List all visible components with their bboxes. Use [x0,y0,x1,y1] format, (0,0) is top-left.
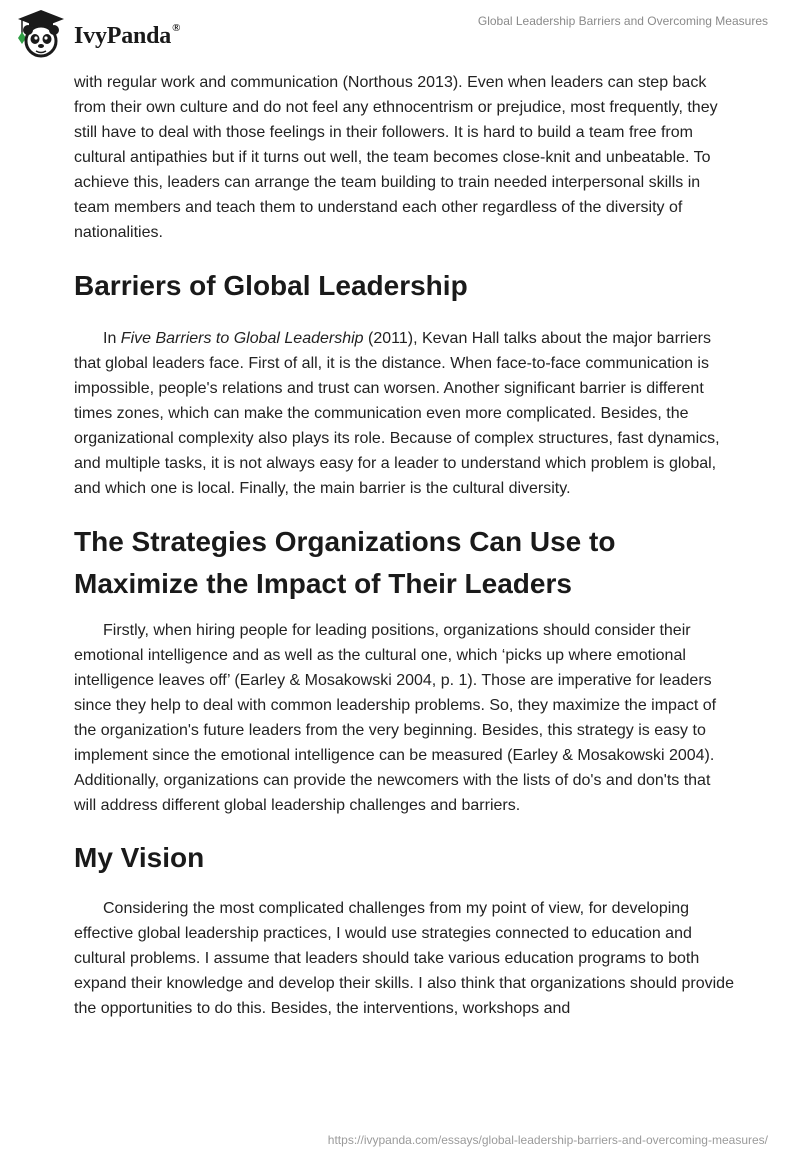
book-title: Five Barriers to Global Leadership [120,330,364,347]
ivypanda-logo[interactable] [14,8,180,62]
section-heading-vision: My Vision [74,842,205,873]
panda-graduate-icon [14,8,68,62]
page-header [0,0,800,70]
section-heading-strategies: The Strategies Organizations Can Use to Maximize the Impact of Their Leaders [74,526,616,599]
source-url[interactable]: https://ivypanda.com/essays/global-leadership-barriers-and-overcoming-measures/ [327,1133,768,1147]
document-title: Global Leadership Barriers and Overcoming Measures [477,14,768,28]
barriers-paragraph: In Five Barriers to Global Leadership (2011), Kevan Hall talks about the major barriers that global leaders face. First of all, it is the distance. When face-to-face communication is impossible, people's relations and trust can worsen. Another significant barrier is different times zones, which can make the communication even more complicated. Besides, the organizational complexity also plays its role. Because of complex structures, fast dynamics, and multiple tasks, it is not always easy for a leader to understand which problem is global, and which one is local. Finally, the main barrier is the cultural diversity. [74,330,720,497]
strategies-paragraph: Firstly, when hiring people for leading positions, organizations should consider their emotional intelligence and as well as the cultural one, which ‘picks up where emotional intelligence leaves off’ (Earley & Mosakowski 2004, p. 1). Those are imperative for leaders since they help to deal with common leadership problems. So, they maximize the impact of the organization's future leaders from the very beginning. Besides, this strategy is easy to implement since the emotional intelligence can be measured (Earley & Mosakowski 2004). Additionally, organizations can provide the newcomers with the lists of do's and don'ts that will address different global leadership challenges and barriers. [74,622,717,814]
section-heading-barriers: Barriers of Global Leadership [74,270,468,301]
vision-paragraph: Considering the most complicated challenges from my point of view, for developing effective global leadership practices, I would use strategies connected to education and cultural problems. I assume that leaders should take various education programs to both expand their knowledge and develop their skills. I also think that organizations should provide the opportunities to do this. Besides, the interventions, workshops and [74,900,734,1017]
intro-paragraph: with regular work and communication (Northous 2013). Even when leaders can step back from their own culture and do not feel any ethnocentrism or prejudice, most frequently, they still have to deal with those feelings in their followers. It is hard to build a team free from cultural antipathies but if it turns out well, the team becomes close-knit and unbeatable. To achieve this, leaders can arrange the team building to train needed interpersonal skills in team members and teach them to understand each other regardless of the diversity of nationalities. [74,74,718,241]
brand-name: IvyPanda® [74,22,181,49]
essay-body [74,70,734,1021]
